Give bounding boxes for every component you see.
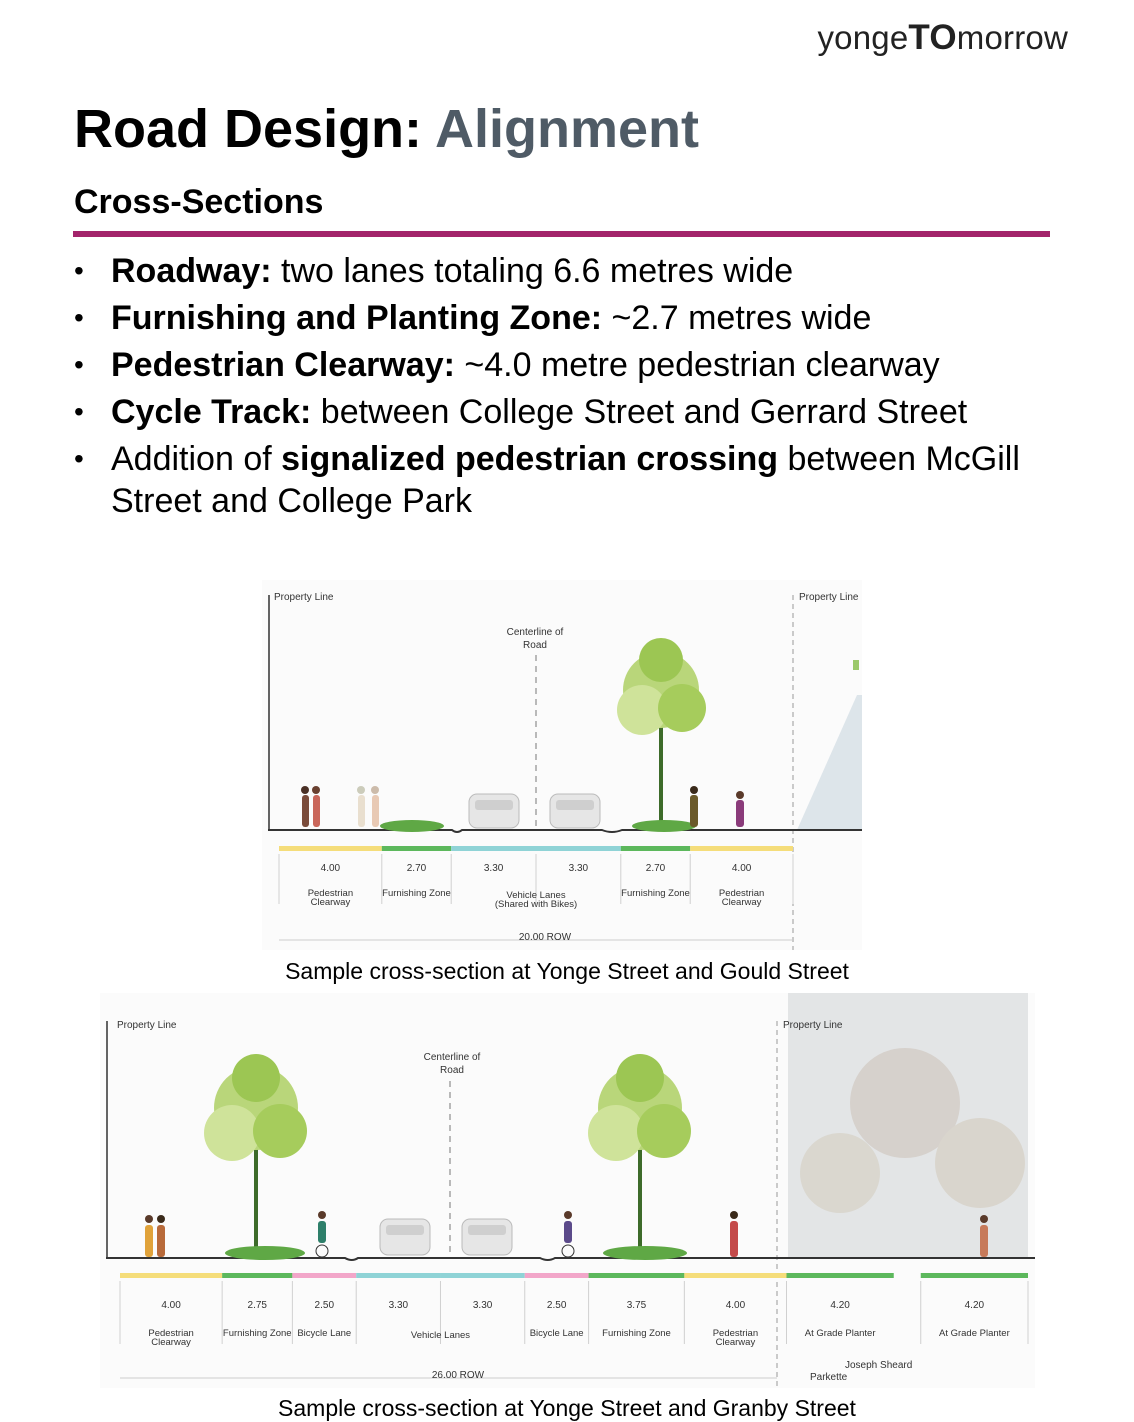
bullet-furnishing: • Furnishing and Planting Zone: ~2.7 metres wide	[74, 297, 1074, 339]
cross-section-diagram-gould	[262, 580, 862, 950]
zone-width-label: 3.30	[483, 863, 504, 874]
zone-width-label: 2.70	[406, 863, 427, 874]
section-subtitle: Cross-Sections	[74, 183, 324, 221]
zone-bar-furnishing	[921, 1273, 1028, 1278]
zone-bar-pedestrian	[120, 1273, 222, 1278]
zone-bar-vehicle	[440, 1273, 524, 1278]
zone-bar-furnishing	[382, 846, 451, 851]
zone-bar-vehicle	[451, 846, 536, 851]
zone-name-label: Furnishing Zone	[382, 888, 451, 899]
zone-bar-pedestrian	[690, 846, 793, 851]
property-line-left-label: Property Line	[117, 1020, 177, 1031]
car-icon	[469, 794, 519, 828]
centerline-label-1: Centerline of	[423, 1052, 481, 1063]
zone-width-label: 2.50	[314, 1300, 335, 1311]
car-icon	[550, 794, 600, 828]
zone-width-label: 4.20	[964, 1300, 985, 1311]
planting-bed	[632, 820, 696, 832]
zone-name-label: Pedestrian	[718, 888, 765, 899]
zone-width-label: 4.20	[830, 1300, 850, 1311]
title-rule	[73, 231, 1050, 237]
zone-name-label: Clearway	[310, 897, 351, 908]
cross-section-diagram-granby	[100, 993, 1035, 1388]
zone-bar-vehicle	[536, 846, 621, 851]
zone-width-label: 3.30	[472, 1300, 493, 1311]
pedestrian-figure	[980, 1215, 988, 1257]
zone-width-label: 3.75	[626, 1300, 647, 1311]
zone-width-label: 4.00	[320, 863, 341, 874]
zone-width-label: 4.00	[161, 1300, 181, 1311]
vehicle-lanes-label: (Shared with Bikes)	[494, 899, 578, 910]
planting-bed	[380, 820, 444, 832]
zone-bar-furnishing	[786, 1273, 893, 1278]
zone-bar-furnishing	[621, 846, 690, 851]
zone-width-label: 4.00	[725, 1300, 746, 1311]
centerline-label-2: Road	[440, 1065, 464, 1076]
planting-bed	[225, 1246, 305, 1260]
pedestrian-figure	[736, 791, 744, 827]
zone-name-label: Bicycle Lane	[529, 1328, 584, 1339]
zone-bar-bicycle	[292, 1273, 356, 1278]
zone-width-label: 3.30	[388, 1300, 409, 1311]
row-label: 20.00 ROW	[518, 932, 572, 943]
parkette-label-2: Parkette	[810, 1372, 848, 1383]
brand-logo: yongeTOmorrow	[817, 18, 1068, 57]
bullet-crossing: • Addition of signalized pedestrian crossing between McGill Street and College Park	[74, 438, 1074, 522]
zone-name-label: At Grade Planter	[804, 1328, 876, 1339]
bullet-pedestrian: • Pedestrian Clearway: ~4.0 metre pedestrian clearway	[74, 344, 1074, 386]
zone-name-label: Pedestrian	[148, 1328, 194, 1339]
zone-width-label: 4.00	[731, 863, 752, 874]
zone-bar-furnishing	[222, 1273, 292, 1278]
property-line-right-label: Property Line	[799, 592, 859, 603]
parkette-label-1: Joseph Sheard	[845, 1360, 913, 1371]
page-title: Road Design: Alignment	[74, 99, 700, 159]
zone-name-label: Clearway	[151, 1337, 191, 1348]
car-icon	[380, 1219, 430, 1255]
bullet-list	[74, 250, 1074, 527]
caption-gould: Sample cross-section at Yonge Street and Gould Street	[285, 958, 849, 984]
title-accent: Alignment	[435, 99, 700, 159]
zone-name-label: Clearway	[721, 897, 762, 908]
zone-name-label: Clearway	[715, 1337, 756, 1348]
zone-width-label: 3.30	[568, 863, 589, 874]
zone-width-label: 2.75	[247, 1300, 267, 1311]
vehicle-lanes-label: Vehicle Lanes	[506, 890, 566, 901]
property-line-left-label: Property Line	[274, 592, 334, 603]
zone-bar-pedestrian	[684, 1273, 786, 1278]
centerline-label-1: Centerline of	[506, 627, 564, 638]
zone-name-label: Furnishing Zone	[621, 888, 690, 899]
zone-name-label: Pedestrian	[307, 888, 354, 899]
pedestrian-figure	[690, 786, 698, 827]
vehicle-lanes-label: Vehicle Lanes	[410, 1330, 471, 1341]
zone-bar-pedestrian	[279, 846, 382, 851]
planting-bed	[603, 1246, 687, 1260]
centerline-label-2: Road	[523, 640, 547, 651]
caption-granby: Sample cross-section at Yonge Street and Granby Street	[278, 1395, 856, 1421]
zone-bar-bicycle	[525, 1273, 589, 1278]
zone-bar-vehicle	[356, 1273, 440, 1278]
zone-name-label: Furnishing Zone	[222, 1328, 292, 1339]
bullet-roadway: • Roadway: two lanes totaling 6.6 metres wide	[74, 250, 1074, 292]
zone-name-label: Bicycle Lane	[297, 1328, 352, 1339]
zone-width-label: 2.70	[645, 863, 666, 874]
bullet-cycle-track: • Cycle Track: between College Street and Gerrard Street	[74, 391, 1074, 433]
zone-name-label: Pedestrian	[712, 1328, 759, 1339]
zone-name-label: Furnishing Zone	[602, 1328, 671, 1339]
property-line-right-label: Property Line	[783, 1020, 843, 1031]
zone-name-label: At Grade Planter	[938, 1328, 1010, 1339]
zone-bar-furnishing	[589, 1273, 685, 1278]
row-label: 26.00 ROW	[431, 1370, 485, 1381]
car-icon	[462, 1219, 512, 1255]
zone-width-label: 2.50	[546, 1300, 567, 1311]
